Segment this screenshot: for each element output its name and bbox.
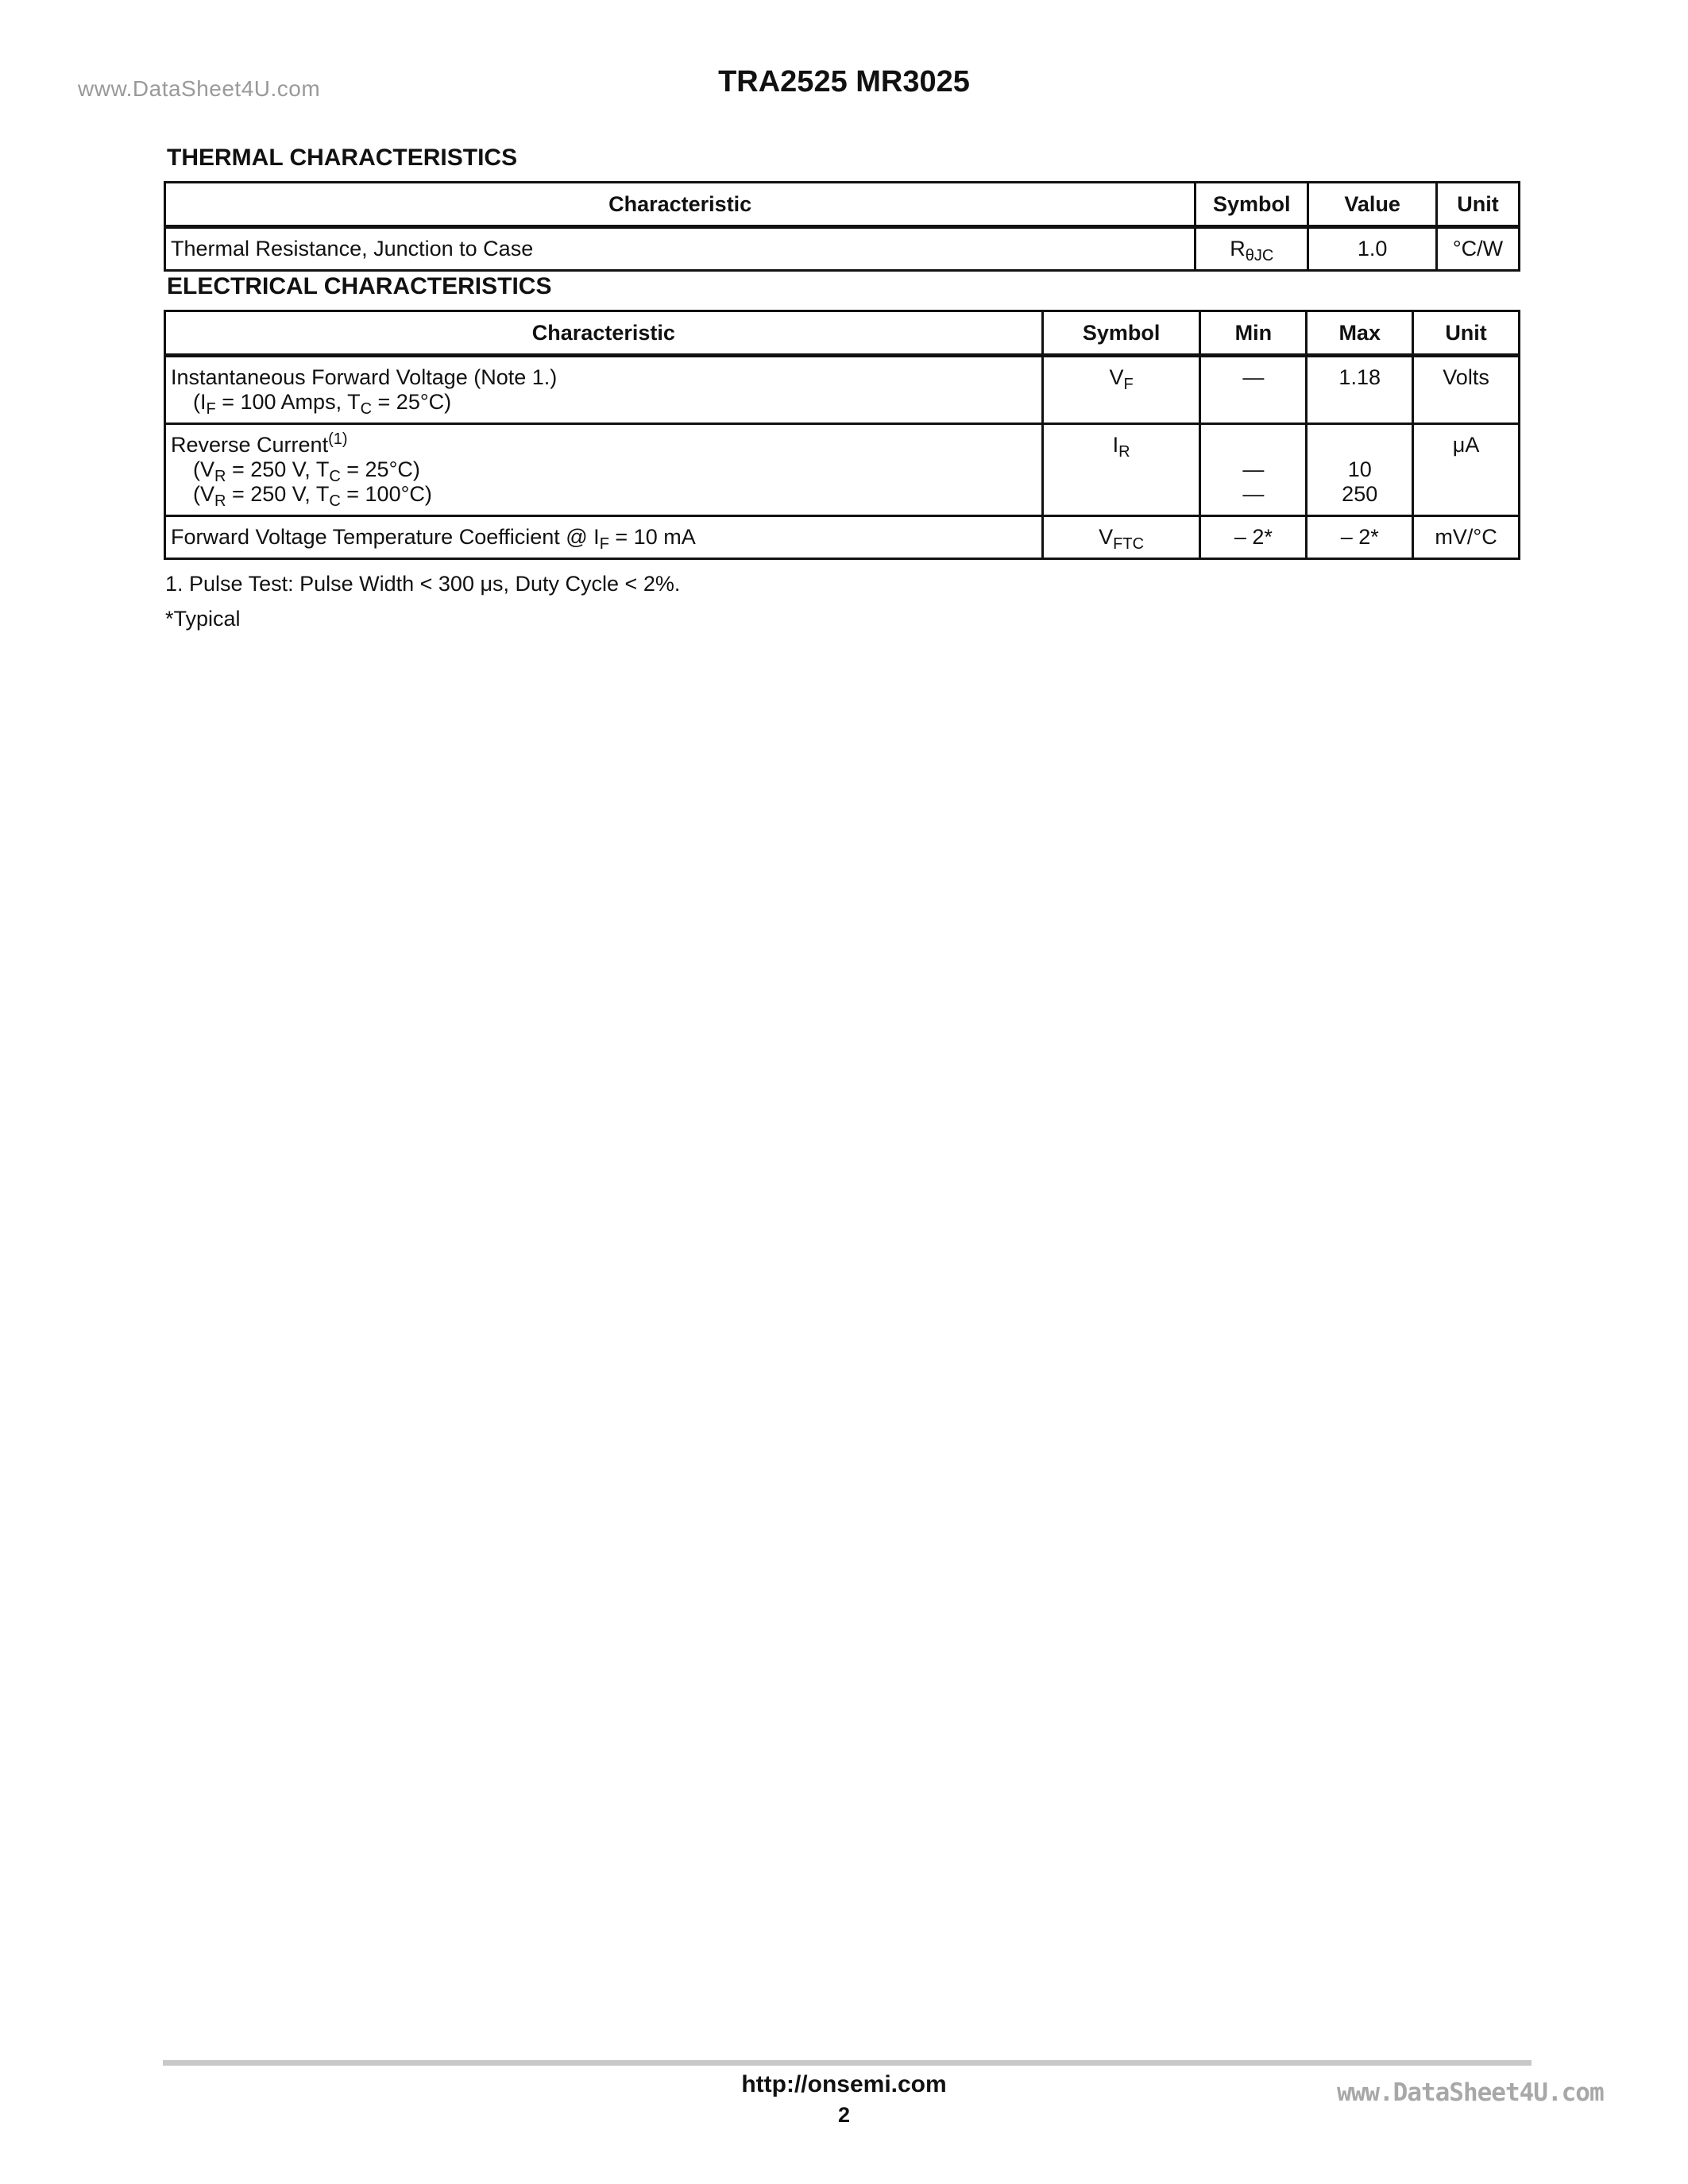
electrical-header-row <box>165 311 1520 356</box>
header-symbol: Symbol <box>1042 311 1200 356</box>
header-characteristic: Characteristic <box>165 311 1043 356</box>
header-unit: Unit <box>1413 311 1520 356</box>
thermal-table <box>164 181 1520 272</box>
header-value: Value <box>1308 183 1437 227</box>
value-cell: 1.0 <box>1308 227 1437 271</box>
footer-url-link[interactable]: http://onsemi.com <box>741 2071 947 2097</box>
footer-divider <box>163 2060 1532 2066</box>
max-cell: 10 250 <box>1307 424 1413 516</box>
footnote-typical: *Typical <box>165 607 241 631</box>
min-cell: – 2* <box>1200 516 1307 559</box>
unit-cell: μA <box>1413 424 1520 516</box>
page-number: 2 <box>837 2103 851 2127</box>
max-cell: – 2* <box>1307 516 1413 559</box>
header-unit: Unit <box>1437 183 1520 227</box>
thermal-header-row <box>165 183 1520 227</box>
characteristic-cell: Thermal Resistance, Junction to Case <box>165 227 1196 271</box>
unit-cell: Volts <box>1413 356 1520 424</box>
document-title: TRA2525 MR3025 <box>718 65 970 98</box>
symbol-cell: $V_F$ <box>1042 356 1200 424</box>
footnote-pulse-test: 1. Pulse Test: Pulse Width < 300 μs, Duty Cycle < 2%. <box>165 572 681 596</box>
table-row <box>165 424 1520 516</box>
electrical-section-title: ELECTRICAL CHARACTERISTICS <box>167 273 552 299</box>
symbol-cell: $R_{\theta JC}$ <box>1196 227 1308 271</box>
max-cell: 1.18 <box>1307 356 1413 424</box>
watermark-top: www.DataSheet4U.com <box>78 76 321 101</box>
characteristic-cell: Forward Voltage Temperature Coefficient @ $I_F = 10$ mA <box>165 516 1043 559</box>
electrical-table <box>164 310 1520 560</box>
thermal-section-title: THERMAL CHARACTERISTICS <box>167 145 518 171</box>
characteristic-cell: Reverse Current$^{(1)}$ ($V_R = 250$ V, $T_C = 25^\circ C$) ($V_R = 250$ V, $T_C = 100^\circ C$) <box>165 424 1043 516</box>
symbol-cell: $V_{FTC}$ <box>1042 516 1200 559</box>
unit-cell: mV/°C <box>1413 516 1520 559</box>
header-min: Min <box>1200 311 1307 356</box>
table-row <box>165 356 1520 424</box>
table-row <box>165 227 1520 271</box>
unit-cell: °C/W <box>1437 227 1520 271</box>
characteristic-cell: Instantaneous Forward Voltage (Note 1.) ($I_F = 100$ Amps, $T_C = 25^\circ C$) <box>165 356 1043 424</box>
header-characteristic: Characteristic <box>165 183 1196 227</box>
table-row <box>165 516 1520 559</box>
watermark-bottom: www.DataSheet4U.com <box>1337 2078 1604 2107</box>
symbol-cell: $I_R$ <box>1042 424 1200 516</box>
min-cell: — — <box>1200 424 1307 516</box>
min-cell: — <box>1200 356 1307 424</box>
header-max: Max <box>1307 311 1413 356</box>
header-symbol: Symbol <box>1196 183 1308 227</box>
